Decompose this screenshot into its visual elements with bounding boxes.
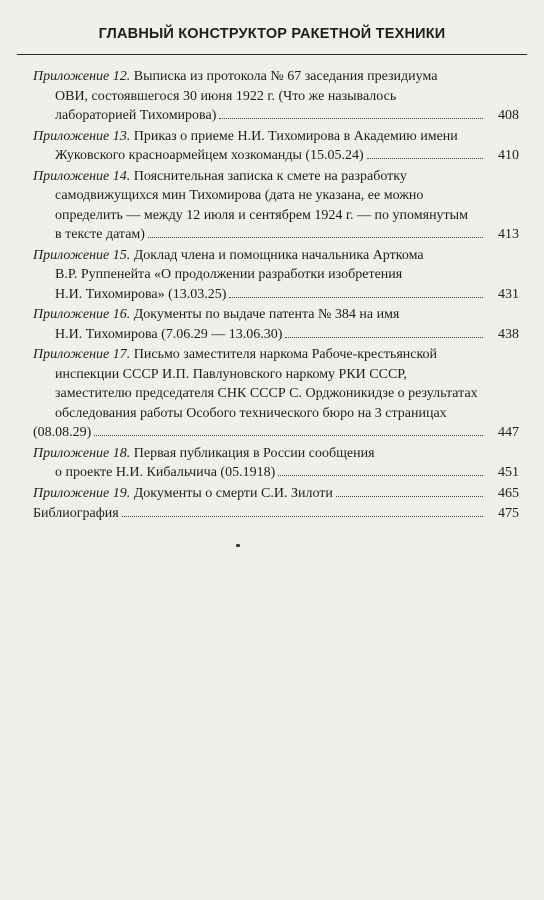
toc-entry-text: (08.08.29)	[33, 425, 92, 440]
toc-entry-line: Приложение 16. Документы по выдаче патента № 384 на имя	[33, 307, 400, 322]
toc-entry	[33, 127, 519, 166]
appendix-label: Приложение 14.	[33, 168, 131, 184]
page-number: 475	[498, 506, 519, 521]
toc-entry-line: инспекции СССР И.П. Павлуновского наркому РКИ СССР,	[55, 366, 407, 382]
toc-entry-line: ОВИ, состоявшегося 30 июня 1922 г. (Что же называлось	[55, 88, 397, 104]
leader-dots	[229, 297, 483, 298]
appendix-label: Приложение 17.	[33, 347, 131, 362]
leader-dots	[336, 496, 483, 497]
page-number: 451	[498, 465, 519, 480]
leader-dots	[122, 516, 483, 517]
toc-entry	[33, 444, 519, 483]
toc-entry-line: Приложение 17. Письмо заместителя наркома Рабоче-крестьянской	[33, 347, 438, 362]
appendix-label: Приложение 16.	[33, 307, 131, 322]
appendix-label: Приложение 12.	[33, 69, 131, 84]
toc-entry-text: о проекте Н.И. Кибальчича (05.1918)	[55, 465, 276, 480]
toc-entry	[33, 504, 519, 524]
appendix-label: Приложение 15.	[33, 247, 131, 263]
running-header: ГЛАВНЫЙ КОНСТРУКТОР РАКЕТНОЙ ТЕХНИКИ	[98, 26, 446, 42]
toc-entry-text: Документы о смерти С.И. Зилоти	[133, 485, 333, 501]
print-speck	[236, 544, 240, 547]
table-of-contents	[33, 67, 519, 525]
toc-entry-text: Н.И. Тихомирова» (13.03.25)	[55, 286, 227, 302]
toc-entry-line: заместителю председателя СНК СССР С. Орджоникидзе о результатах	[55, 386, 478, 401]
page-number: 447	[498, 425, 519, 440]
toc-entry-line: Приложение 15. Доклад члена и помощника начальника Арткома	[33, 247, 424, 263]
toc-entry-line: Приложение 14. Пояснительная записка к смете на разработку	[33, 168, 407, 184]
appendix-label: Приложение 13.	[33, 128, 131, 144]
page-number: 431	[498, 286, 519, 302]
page-number: 438	[498, 326, 519, 342]
page-number: 410	[498, 148, 519, 163]
toc-entry-line: Приложение 12. Выписка из протокола № 67 заседания президиума	[33, 69, 438, 84]
leader-dots	[367, 158, 483, 159]
leader-dots	[278, 475, 483, 476]
toc-entry	[33, 246, 519, 305]
toc-entry-text: Н.И. Тихомирова (7.06.29 — 13.06.30)	[55, 326, 283, 342]
toc-entry-line: Приложение 18. Первая публикация в России сообщения	[33, 445, 375, 461]
toc-entry-text: в тексте датам)	[55, 227, 145, 242]
header-rule	[17, 54, 527, 55]
leader-dots	[219, 118, 483, 119]
leader-dots	[148, 237, 483, 238]
toc-entry-line: Приложение 13. Приказ о приеме Н.И. Тихомирова в Академию имени	[33, 128, 458, 144]
toc-entry-line: В.Р. Руппенейта «О продолжении разработки изобретения	[55, 267, 403, 282]
toc-entry-line: самодвижущихся мин Тихомирова (дата не указана, ее можно	[55, 188, 424, 203]
appendix-label: Приложение 19.	[33, 485, 131, 501]
toc-entry-line: определить — между 12 июля и сентябрем 1924 г. — по упомянутым	[55, 207, 468, 223]
toc-entry-text: лабораторией Тихомирова)	[55, 108, 217, 123]
leader-dots	[94, 435, 483, 436]
page-number: 413	[498, 227, 519, 242]
toc-entry	[33, 167, 519, 245]
toc-entry	[33, 345, 519, 443]
toc-entry	[33, 305, 519, 344]
leader-dots	[285, 337, 483, 338]
page-number: 465	[498, 485, 519, 501]
toc-entry-text: Библиография	[33, 506, 119, 521]
toc-entry	[33, 484, 519, 504]
toc-entry-text: Жуковского красноармейцем хозкоманды (15.05.24)	[55, 148, 364, 163]
toc-entry	[33, 67, 519, 126]
page-number: 408	[498, 108, 519, 123]
toc-entry-line: обследования работы Особого технического бюро на 3 страницах	[55, 405, 447, 421]
appendix-label: Приложение 18.	[33, 445, 131, 461]
